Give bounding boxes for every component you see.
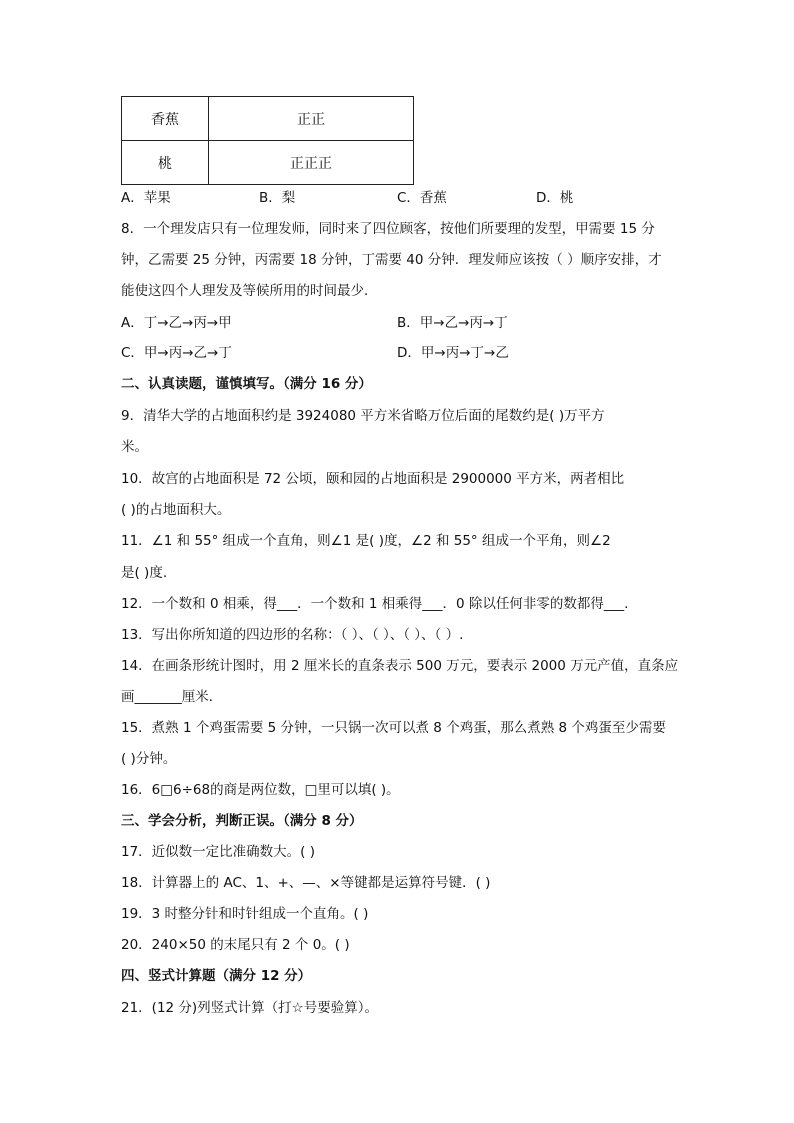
q8-option-a: A．丁→乙→丙→甲 [121,315,232,331]
section-4-title: 四、竖式计算题（满分 12 分） [121,968,312,984]
question-line: 19．3 时整分针和时针组成一个直角。( ) [121,906,369,922]
table-row [122,97,414,141]
question-line: ( )分钟。 [121,751,177,767]
q7-option-b: B．梨 [259,190,296,206]
question-line: 9．清华大学的占地面积约是 3924080 平方米省略万位后面的尾数约是( )万平方 [121,408,605,424]
tally-cell: 正正 [209,97,414,141]
q7-option-d: D．桃 [536,190,574,206]
table-row [122,141,414,185]
section-3-title: 三、学会分析，判断正误。（满分 8 分） [121,813,363,829]
question-line: 17．近似数一定比准确数大。( ) [121,844,316,860]
fruit-cell: 桃 [122,141,209,185]
question-line: 米。 [121,439,148,455]
question-line: 14．在画条形统计图时，用 2 厘米长的直条表示 500 万元，要表示 2000 万元产值，直条应 [121,658,679,674]
question-line: 13．写出你所知道的四边形的名称：（ ）、（ ）、（ ）、（ ）. [121,627,464,643]
question-line: 20．240×50 的末尾只有 2 个 0。( ) [121,937,350,953]
question-8-line: 8．一个理发店只有一位理发师，同时来了四位顾客，按他们所要理的发型，甲需要 15 分 [121,221,655,237]
question-line: 是( )度. [121,565,168,581]
q7-option-a: A．苹果 [121,190,171,206]
fruit-cell: 香蕉 [122,97,209,141]
question-line: 11．∠1 和 55° 组成一个直角，则∠1 是( )度，∠2 和 55° 组成一个平角，则∠2 [121,533,611,549]
fruit-tally-table [121,96,414,185]
question-line: 画_______厘米． [121,689,223,705]
question-line: 12．一个数和 0 相乘，得___．一个数和 1 相乘得___．0 除以任何非零的数都得___. [121,596,629,612]
question-line: 15．煮熟 1 个鸡蛋需要 5 分钟，一只锅一次可以煮 8 个鸡蛋，那么煮熟 8 个鸡蛋至少需要 [121,720,666,736]
question-line: ( )的占地面积大。 [121,502,231,518]
tally-cell: 正正正 [209,141,414,185]
question-8-line: 钟，乙需要 25 分钟，丙需要 18 分钟，丁需要 40 分钟．理发师应该按（ ）顺序安排，才 [121,252,662,268]
question-line: 18．计算器上的 AC、1、+、—、×等键都是运算符号键．( ) [121,875,491,891]
question-line: 21．(12 分)列竖式计算（打☆号要验算）。 [121,1000,379,1016]
question-line: 10．故宫的占地面积是 72 公顷，颐和园的占地面积是 2900000 平方米，两者相比 [121,471,625,487]
q8-option-b: B．甲→乙→丙→丁 [397,315,508,331]
section-2-title: 二、认真读题，谨慎填写。（满分 16 分） [121,376,372,392]
q8-option-d: D．甲→丙→丁→乙 [397,345,509,361]
question-8-line: 能使这四个人理发及等候所用的时间最少． [121,283,378,299]
q8-option-c: C．甲→丙→乙→丁 [121,345,232,361]
question-line: 16．6□6÷68的商是两位数，□里可以填( )。 [121,782,400,798]
q7-option-c: C．香蕉 [397,190,447,206]
